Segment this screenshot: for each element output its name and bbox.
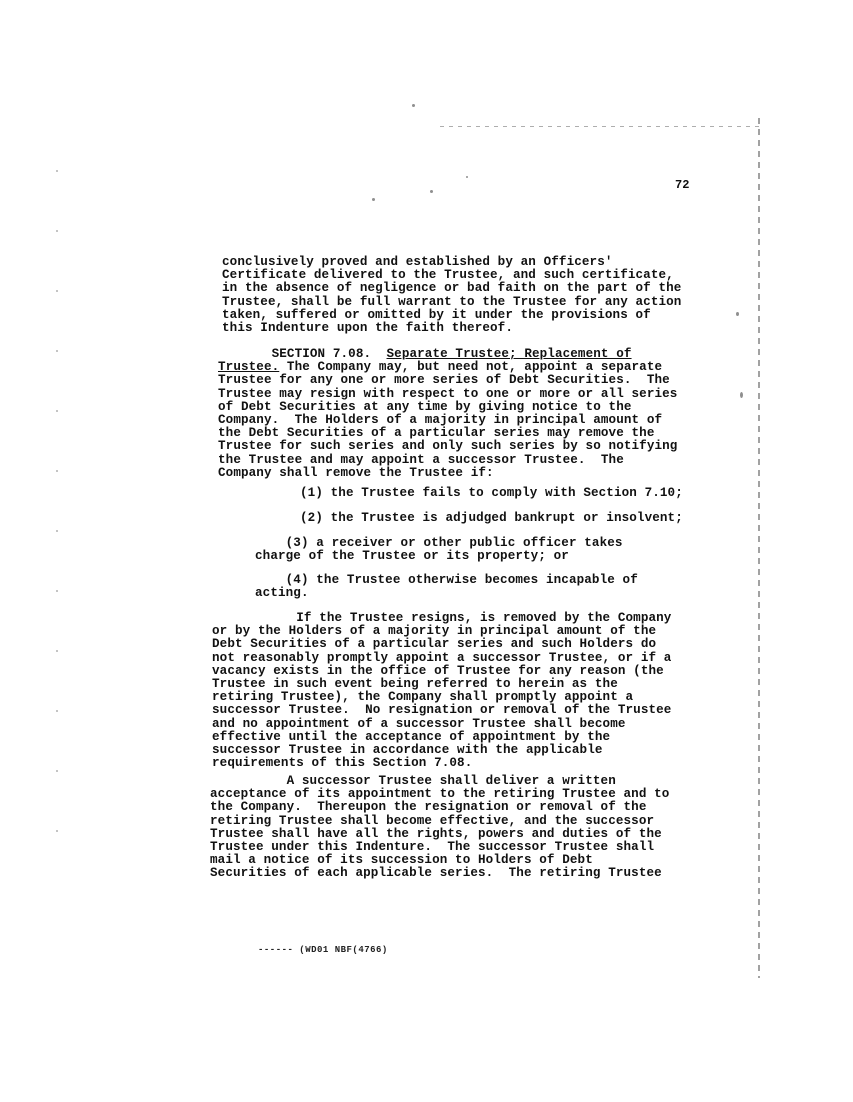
section-7-08-paragraph (218, 348, 677, 480)
scan-top-edge (440, 126, 760, 127)
section-title: Separate Trustee; Replacement of Trustee. (218, 347, 632, 375)
scan-speck (466, 176, 468, 178)
scan-speck (430, 190, 433, 193)
list-item-3: (3) a receiver or other public officer takes charge of the Trustee or its property; or (255, 536, 623, 564)
footer-code: ------ (WD01 NBF(4766) (258, 945, 388, 955)
list-item-2: (2) the Trustee is adjudged bankrupt or insolvent; (300, 511, 683, 525)
paragraph-2-body: The Company may, but need not, appoint a separate Trustee for any one or more series of Debt Securities. The Trustee may resign with respect to one or more or all series of Debt Securities at any time by giving notice to the Company. The Holders of a majority in principal amount of the Debt Securities of a particular series may remove the Trustee for such series and only such series by so notifying the Trustee and may appoint a successor Trustee. The Company shall remove the Trustee if: (218, 360, 678, 480)
paragraph-1: conclusively proved and established by an Officers' Certificate delivered to the Trustee, and such certificate, in the absence of negligence or bad faith on the part of the Trustee, shall be full warrant to the Trustee for any action taken, suffered or omitted by it under the provisions of this Indenture upon the faith thereof. (222, 255, 682, 336)
scan-speck (736, 312, 739, 316)
list-item-4: (4) the Trustee otherwise becomes incapable of acting. (255, 573, 638, 601)
scan-speck (372, 198, 375, 201)
paragraph-3: If the Trustee resigns, is removed by the Company or by the Holders of a majority in principal amount of the Debt Securities of a particular series and such Holders do not reasonably promptly appoint a successor Trustee, or if a vacancy exists in the office of Trustee for any reason (the Trustee in such event being referred to herein as the retiring Trustee), the Company shall promptly appoint a successor Trustee. No resignation or removal of the Trustee and no appointment of a successor Trustee shall become effective until the acceptance of appointment by the successor Trustee in accordance with the applicable requirements of this Section 7.08. (212, 611, 672, 771)
scan-right-edge (758, 118, 760, 978)
scan-speck (740, 392, 743, 398)
scan-left-noise (56, 170, 58, 890)
list-item-1: (1) the Trustee fails to comply with Section 7.10; (300, 486, 683, 500)
section-number: SECTION 7.08. (271, 347, 372, 361)
paragraph-4: A successor Trustee shall deliver a written acceptance of its appointment to the retiring Trustee and to the Company. Thereupon the resignation or removal of the retiring Trustee shall become effective, and the successor Trustee shall have all the rights, powers and duties of the Trustee under this Indenture. The successor Trustee shall mail a notice of its succession to Holders of Debt Securities of each applicable series. The retiring Trustee (210, 774, 670, 881)
page-number: 72 (675, 178, 690, 192)
scan-speck (412, 104, 415, 107)
